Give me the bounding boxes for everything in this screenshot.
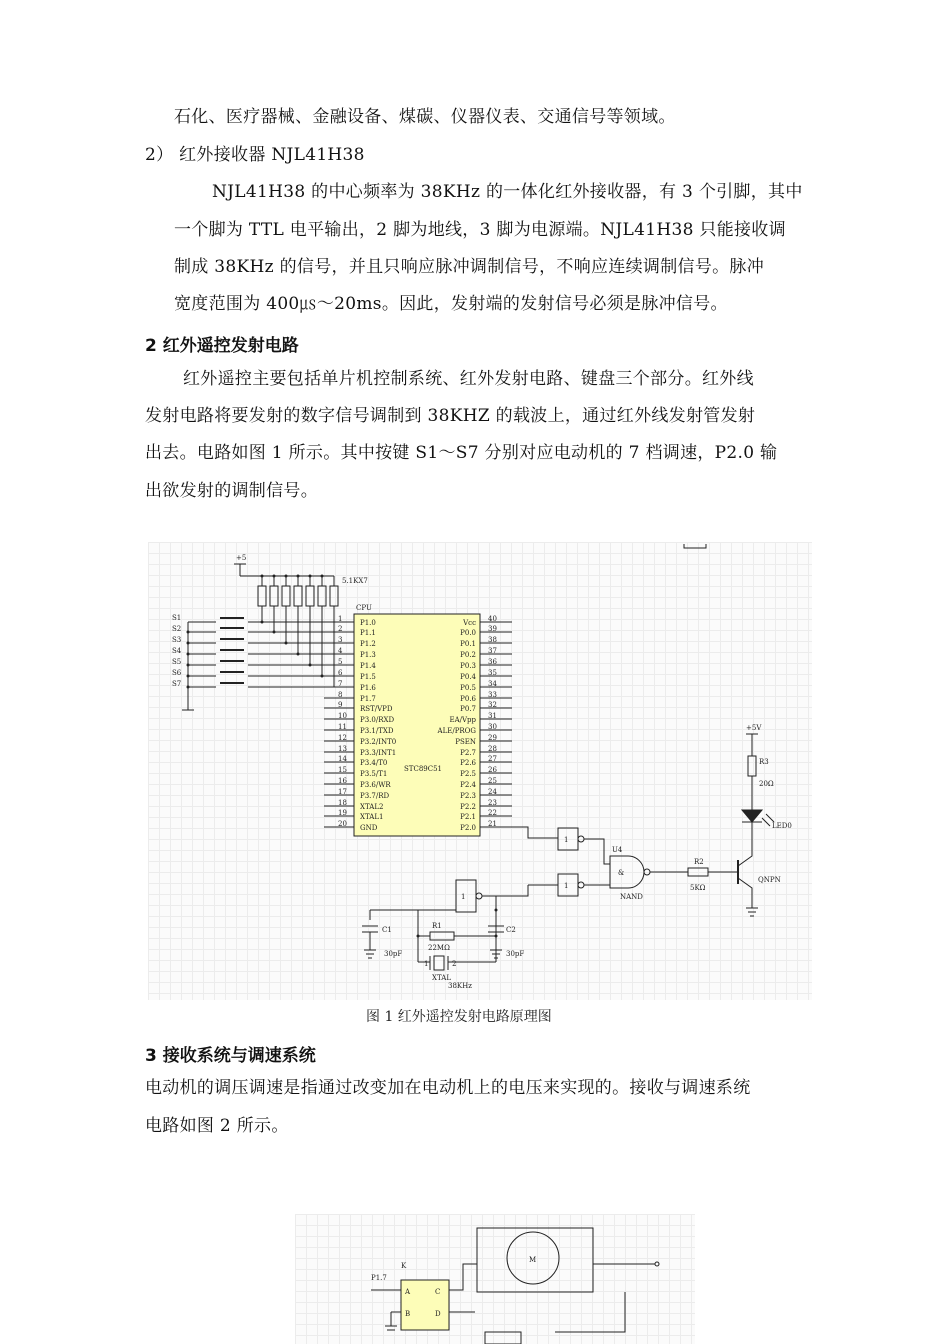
- nand-label: NAND: [620, 893, 643, 901]
- chip-left-pin-number: 9: [338, 701, 343, 709]
- chip-left-pin-number: 17: [338, 788, 347, 796]
- p17-label: P1.7: [371, 1274, 387, 1282]
- chip-right-pin-number: 22: [488, 809, 497, 817]
- text-line: NJL41H38 的中心频率为 38KHz 的一体化红外接收器，有 3 个引脚，其中: [212, 182, 803, 202]
- chip-left-pin-number: 11: [338, 723, 347, 731]
- chip-left-pin-number: 15: [338, 766, 347, 774]
- chip-left-pin-number: 5: [338, 658, 343, 666]
- pin-label: C: [435, 1288, 441, 1296]
- text-line: 红外遥控主要包括单片机控制系统、红外发射电路、键盘三个部分。红外线: [183, 369, 754, 389]
- chip-left-pin-number: 14: [338, 755, 347, 763]
- r1-value: 22MΩ: [428, 944, 450, 952]
- chip-left-pin-number: 12: [338, 734, 347, 742]
- relay-label: K: [401, 1262, 407, 1270]
- chip-left-pin-label: P1.6: [360, 684, 376, 692]
- chip-right-pin-number: 35: [488, 669, 497, 677]
- chip-right-pin-label: P0.4: [460, 673, 476, 681]
- led-label: LED0: [772, 822, 792, 830]
- text-line: 出欲发射的调制信号。: [145, 481, 318, 501]
- pin-label: A: [405, 1288, 411, 1296]
- vcc-right-label: +5V: [746, 724, 762, 732]
- chip-right-pin-label: P2.1: [460, 813, 476, 821]
- figure-2-schematic: [295, 1214, 695, 1344]
- chip-left-pin-label: P1.3: [360, 651, 376, 659]
- chip-left-pin-number: 19: [338, 809, 347, 817]
- chip-left-pin-label: P3.6/WR: [360, 781, 391, 789]
- chip-right-pin-label: P2.2: [460, 803, 476, 811]
- switch-label: S2: [172, 625, 182, 633]
- chip-right-pin-number: 33: [488, 691, 497, 699]
- text-line: 石化、医疗器械、金融设备、煤碳、仪器仪表、交通信号等领域。: [174, 107, 676, 127]
- chip-right-pin-number: 29: [488, 734, 497, 742]
- chip-right-pin-label: Vcc: [463, 619, 476, 627]
- switch-label: S7: [172, 680, 182, 688]
- text-line: 发射电路将要发射的数字信号调制到 38KHZ 的载波上，通过红外线发射管发射: [145, 406, 756, 426]
- chip-left-pin-number: 1: [338, 615, 343, 623]
- chip-right-pin-label: P0.2: [460, 651, 476, 659]
- chip-right-pin-number: 31: [488, 712, 497, 720]
- figure-2-drawing: [295, 1214, 695, 1344]
- chip-left-pin-label: XTAL1: [360, 813, 384, 821]
- pin-label: B: [405, 1310, 411, 1318]
- chip-left-pin-label: P1.2: [360, 640, 376, 648]
- r3-label: R3: [759, 758, 769, 766]
- chip-left-pin-label: P3.1/TXD: [360, 727, 394, 735]
- c1-value: 30pF: [384, 950, 403, 958]
- chip-left-pin-label: P3.2/INT0: [360, 738, 397, 746]
- chip-right-pin-number: 37: [488, 647, 497, 655]
- text-line: 一个脚为 TTL 电平输出，2 脚为地线，3 脚为电源端。NJL41H38 只能接收调: [174, 220, 786, 240]
- c2-label: C2: [506, 926, 516, 934]
- chip-label: STC89C51: [404, 765, 442, 773]
- chip-right-pin-number: 23: [488, 799, 497, 807]
- chip-right-pin-number: 30: [488, 723, 497, 731]
- c2-value: 30pF: [506, 950, 525, 958]
- chip-right-pin-number: 38: [488, 636, 497, 644]
- chip-right-pin-number: 36: [488, 658, 497, 666]
- chip-right-pin-label: EA/Vpp: [449, 716, 476, 724]
- chip-left-pin-number: 8: [338, 691, 343, 699]
- chip-left-pin-label: RST/VPD: [360, 705, 393, 713]
- chip-right-pin-number: 24: [488, 788, 497, 796]
- inverter-label: 1: [461, 893, 466, 901]
- chip-right-pin-number: 34: [488, 680, 497, 688]
- chip-left-pin-label: P3.0/RXD: [360, 716, 395, 724]
- xtal-label: XTAL: [432, 974, 451, 982]
- chip-left-pin-number: 7: [338, 680, 343, 688]
- cpu-label: CPU: [356, 604, 372, 612]
- switch-label: S3: [172, 636, 182, 644]
- chip-left-pin-number: 18: [338, 799, 347, 807]
- inverter-label: 1: [564, 836, 569, 844]
- text-line: 电路如图 2 所示。: [145, 1116, 289, 1136]
- r1-label: R1: [432, 922, 442, 930]
- chip-left-pin-label: P3.3/INT1: [360, 749, 397, 757]
- chip-right-pin-label: P2.0: [460, 824, 476, 832]
- chip-left-pin-label: P3.4/T0: [360, 759, 388, 767]
- figure-1-drawing: [148, 542, 812, 1000]
- chip-right-pin-label: P2.5: [460, 770, 476, 778]
- switch-label: S4: [172, 647, 182, 655]
- chip-right-pin-label: P0.5: [460, 684, 476, 692]
- chip-right-pin-number: 26: [488, 766, 497, 774]
- chip-left-pin-label: P1.0: [360, 619, 376, 627]
- switch-label: S6: [172, 669, 182, 677]
- inverter-label: 1: [564, 882, 569, 890]
- chip-left-pin-number: 6: [338, 669, 343, 677]
- chip-right-pin-number: 27: [488, 755, 497, 763]
- chip-right-pin-label: P2.7: [460, 749, 476, 757]
- chip-left-pin-number: 3: [338, 636, 343, 644]
- text-line: 出去。电路如图 1 所示。其中按键 S1～S7 分别对应电动机的 7 档调速，P2.0 输: [145, 443, 778, 463]
- xtal-frequency: 38KHz: [448, 982, 472, 990]
- item-title: 2） 红外接收器 NJL41H38: [145, 145, 365, 165]
- switch-label: S1: [172, 614, 182, 622]
- chip-left-pin-label: P1.1: [360, 629, 376, 637]
- chip-right-pin-label: P0.0: [460, 629, 476, 637]
- figure-1-schematic: [148, 542, 812, 1000]
- chip-right-pin-label: P0.6: [460, 695, 476, 703]
- chip-left-pin-number: 10: [338, 712, 347, 720]
- chip-right-pin-label: P2.3: [460, 792, 476, 800]
- xtal-pin: 2: [452, 960, 457, 968]
- chip-right-pin-number: 40: [488, 615, 497, 623]
- xtal-pin: 1: [424, 960, 429, 968]
- chip-left-pin-number: 4: [338, 647, 343, 655]
- chip-left-pin-label: GND: [360, 824, 378, 832]
- chip-left-pin-label: P1.7: [360, 695, 376, 703]
- chip-left-pin-number: 13: [338, 745, 347, 753]
- motor-label: M: [529, 1256, 537, 1264]
- text-line: 宽度范围为 400㎲～20ms。因此，发射端的发射信号必须是脉冲信号。: [174, 294, 728, 314]
- chip-right-pin-number: 25: [488, 777, 497, 785]
- vcc-label: +5: [236, 554, 247, 562]
- pin-label: D: [435, 1310, 441, 1318]
- chip-left-pin-label: P1.5: [360, 673, 376, 681]
- chip-left-pin-number: 20: [338, 820, 347, 828]
- u4-label: U4: [612, 846, 623, 854]
- r2-value: 5KΩ: [690, 884, 706, 892]
- transistor-label: QNPN: [758, 876, 781, 884]
- chip-right-pin-label: PSEN: [455, 738, 476, 746]
- figure-1-caption: 图 1 红外遥控发射电路原理图: [366, 1009, 552, 1025]
- chip-right-pin-label: P0.7: [460, 705, 476, 713]
- text-line: 制成 38KHz 的信号，并且只响应脉冲调制信号，不响应连续调制信号。脉冲: [174, 257, 765, 277]
- chip-left-pin-label: P1.4: [360, 662, 376, 670]
- resistor-pack-label: 5.1KX7: [342, 577, 368, 585]
- chip-left-pin-number: 2: [338, 625, 343, 633]
- chip-right-pin-number: 28: [488, 745, 497, 753]
- section-heading: 2 红外遥控发射电路: [145, 336, 299, 356]
- chip-left-pin-label: P3.5/T1: [360, 770, 388, 778]
- chip-right-pin-number: 21: [488, 820, 497, 828]
- chip-left-pin-label: XTAL2: [360, 803, 384, 811]
- text-line: 电动机的调压调速是指通过改变加在电动机上的电压来实现的。接收与调速系统: [145, 1078, 751, 1098]
- chip-right-pin-label: P2.4: [460, 781, 476, 789]
- c1-label: C1: [382, 926, 392, 934]
- r2-label: R2: [694, 858, 704, 866]
- chip-left-pin-label: P3.7/RD: [360, 792, 390, 800]
- chip-right-pin-label: ALE/PROG: [437, 727, 476, 735]
- chip-right-pin-label: P0.1: [460, 640, 476, 648]
- r3-value: 20Ω: [759, 780, 774, 788]
- nand-symbol: &: [618, 869, 625, 877]
- section-heading: 3 接收系统与调速系统: [145, 1046, 316, 1066]
- switch-label: S5: [172, 658, 182, 666]
- chip-right-pin-number: 39: [488, 625, 497, 633]
- chip-right-pin-label: P0.3: [460, 662, 476, 670]
- chip-right-pin-label: P2.6: [460, 759, 476, 767]
- chip-right-pin-number: 32: [488, 701, 497, 709]
- chip-left-pin-number: 16: [338, 777, 347, 785]
